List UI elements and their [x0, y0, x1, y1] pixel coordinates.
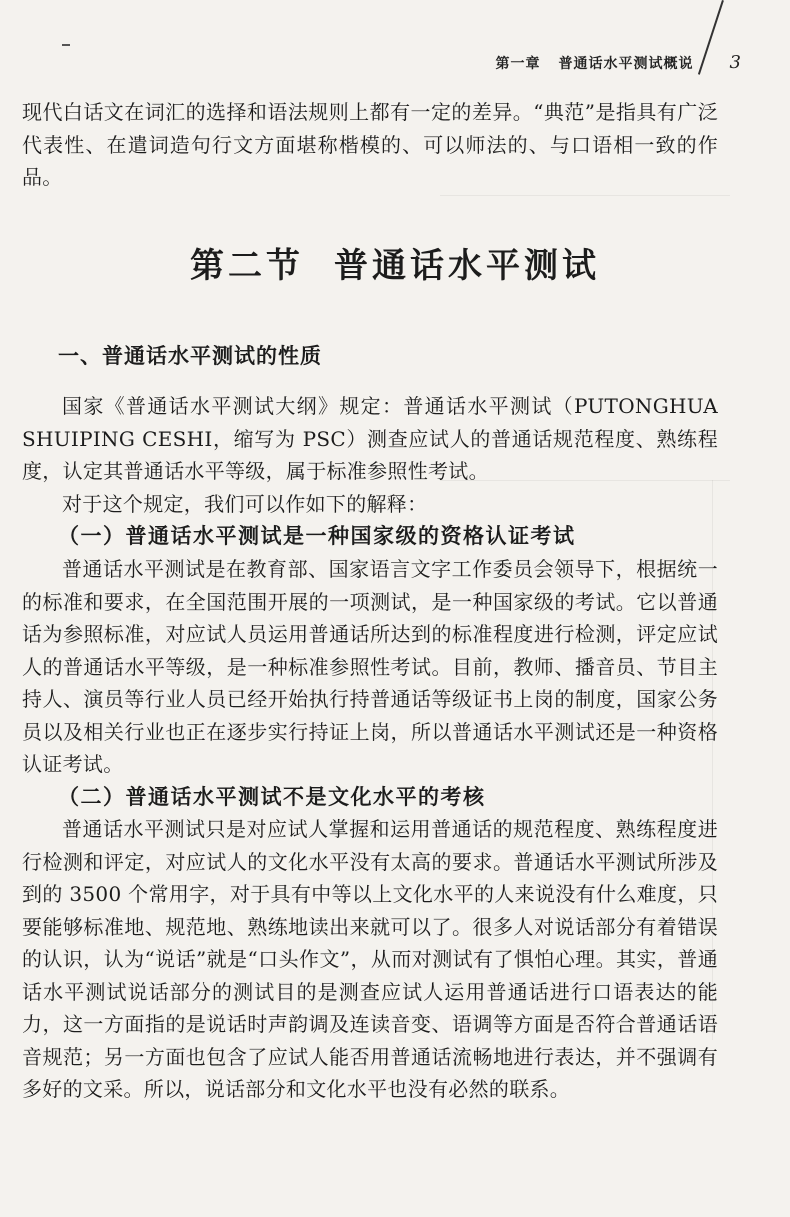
paragraph-qualification: 普通话水平测试是在教育部、国家语言文字工作委员会领导下，根据统一的标准和要求，在全国范围开展的一项测试，是一种国家级的考试。它以普通话为参照标准，对应试人员运用普通话所达到的标准程度进行检测，评定应试人的普通话水平等级，是一种标准参照性考试。目前，教师、播音员、节目主持人、演员等行业人员已经开始执行持普通话等级证书上岗的制度，国家公务员以及相关行业也正在逐步实行持证上岗，所以普通话水平测试还是一种资格认证考试。 [22, 557, 718, 776]
paragraph-continuation: 现代白话文在词汇的选择和语法规则上都有一定的差异。“典范”是指具有广泛代表性、在遣词造句行文方面堪称楷模的、可以师法的、与口语相一致的作品。 [22, 100, 718, 189]
bleed-through-line [440, 195, 730, 196]
heading-level-2: （二）普通话水平测试不是文化水平的考核 [58, 784, 486, 809]
paragraph-intro: 对于这个规定，我们可以作如下的解释： [62, 492, 428, 516]
heading-level-2: （一）普通话水平测试是一种国家级的资格认证考试 [58, 523, 576, 548]
section-number: 第二节 [190, 246, 304, 286]
header-chapter: 第一章 [495, 56, 541, 72]
section-name: 普通话水平测试 [334, 246, 600, 286]
header-title: 普通话水平测试概说 [558, 56, 694, 72]
page-number: 3 [729, 52, 742, 73]
header-mark [62, 44, 70, 46]
paragraph-not-culture-test: 普通话水平测试只是对应试人掌握和运用普通话的规范程度、熟练程度进行检测和评定，对应试人的文化水平没有太高的要求。普通话水平测试所涉及到的 3500 个常用字，对于具有中等以上文化水平的人来说没有什么难度，只要能够标准地、规范地、熟练地读出来就可以了。很多人对说话部分有着错误的认识，认为“说话”就是“口头作文”，从而对测试有了惧怕心理。其实，普通话水平测试说话部分的测试目的是测查应试人运用普通话进行口语表达的能力，这一方面指的是说话时声韵调及连读音变、语调等方面是否符合普通话语音规范；另一方面也包含了应试人能否用普通话流畅地进行表达，并不强调有多好的文采。所以，说话部分和文化水平也没有必然的联系。 [22, 817, 718, 1101]
heading-level-1: 一、普通话水平测试的性质 [58, 344, 322, 368]
running-header [0, 52, 742, 73]
paragraph-definition: 国家《普通话水平测试大纲》规定：普通话水平测试（PUTONGHUA SHUIPING CESHI，缩写为 PSC）测查应试人的普通话规范程度、熟练程度，认定其普通话水平等级，属于标准参照性考试。 [22, 394, 718, 483]
section-title [0, 238, 790, 287]
